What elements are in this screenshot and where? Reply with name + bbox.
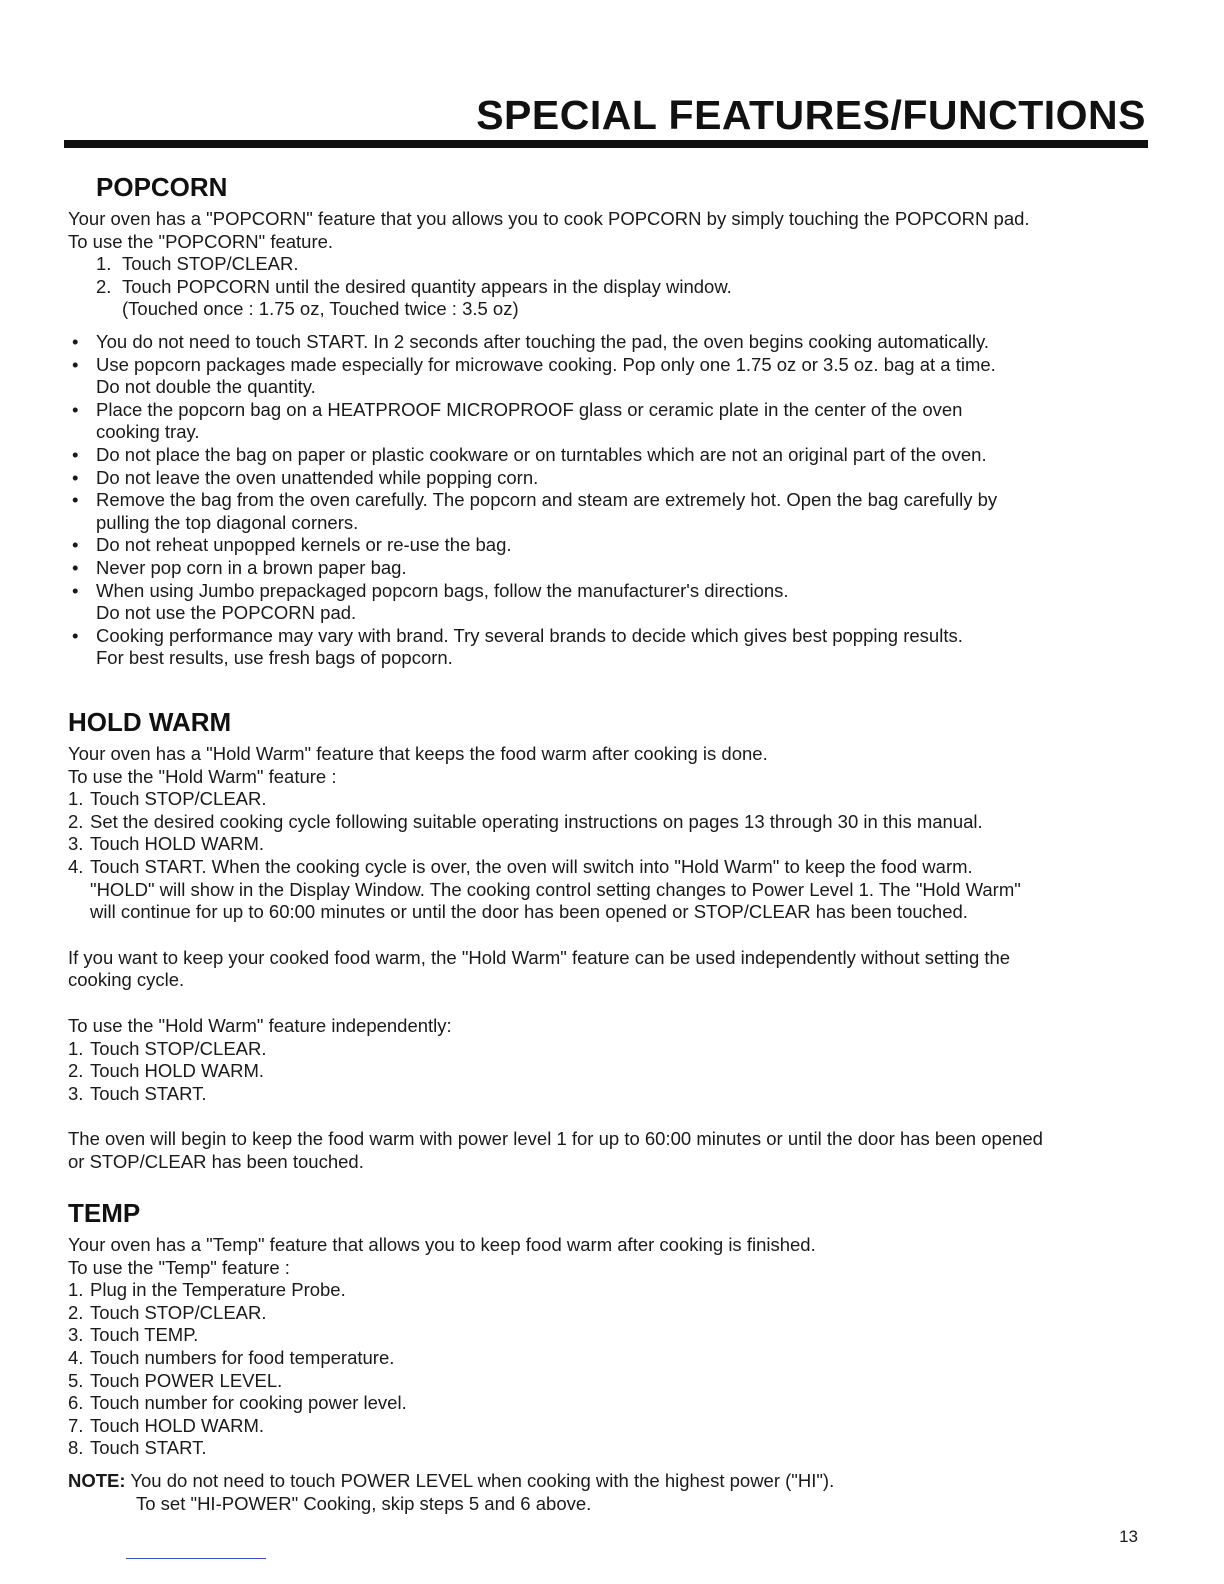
hold-warm-independent-para: If you want to keep your cooked food warm, the "Hold Warm" feature can be used independently without setting the [68, 946, 1011, 968]
temp-step: 6. Touch number for cooking power level. [68, 1392, 407, 1414]
popcorn-step: 2. Touch POPCORN until the desired quantity appears in the display window. [96, 275, 732, 297]
popcorn-step: 1. Touch STOP/CLEAR. [96, 253, 299, 275]
bullet-item: • Do not reheat unpopped kernels or re-use the bag. [72, 534, 512, 556]
popcorn-step-note: (Touched once : 1.75 oz, Touched twice : 3.5 oz) [122, 298, 519, 320]
popcorn-heading: POPCORN [96, 172, 228, 202]
temp-use: To use the "Temp" feature : [68, 1256, 290, 1278]
bullet-item: • Cooking performance may vary with brand. Try several brands to decide which gives best popping results. For best results, use fresh bags of popcorn. [72, 624, 963, 669]
popcorn-intro: Your oven has a "POPCORN" feature that you allows you to cook POPCORN by simply touching the POPCORN pad. [68, 208, 1030, 229]
note-line: To set "HI-POWER" Cooking, skip steps 5 and 6 above. [136, 1492, 592, 1514]
temp-step: 5. Touch POWER LEVEL. [68, 1369, 283, 1391]
temp-step: 3. Touch TEMP. [68, 1324, 199, 1346]
bullet-item: • Place the popcorn bag on a HEATPROOF MICROPROOF glass or ceramic plate in the center of the oven cooking tray. [72, 398, 963, 443]
hold-warm-closing: or STOP/CLEAR has been touched. [68, 1150, 364, 1172]
note-line: NOTE: You do not need to touch POWER LEVEL when cooking with the highest power ("HI"). [68, 1469, 835, 1491]
temp-heading: TEMP [68, 1198, 141, 1228]
title-rule [64, 140, 1148, 148]
hold-warm-step4-cont: will continue for up to 60:00 minutes or until the door has been opened or STOP/CLEAR has been touched. [90, 901, 968, 923]
hold-warm-use: To use the "Hold Warm" feature : [68, 765, 337, 787]
footer-line [126, 1558, 266, 1559]
popcorn-section [68, 172, 1148, 670]
hold-warm-independent-step: 1. Touch STOP/CLEAR. [68, 1037, 267, 1059]
hold-warm-step: 1. Touch STOP/CLEAR. [68, 788, 267, 810]
hold-warm-step: 4. Touch START. When the cooking cycle is over, the oven will switch into "Hold Warm" to keep the food warm. [68, 855, 973, 877]
bullet-item: • When using Jumbo prepackaged popcorn bags, follow the manufacturer's directions. Do not use the POPCORN pad. [72, 579, 789, 624]
bullet-item: • Use popcorn packages made especially for microwave cooking. Pop only one 1.75 oz or 3.5 oz. bag at a time. Do not double the quantity. [72, 353, 996, 398]
temp-step: 8. Touch START. [68, 1437, 207, 1459]
temp-step: 7. Touch HOLD WARM. [68, 1414, 265, 1436]
popcorn-use: To use the "POPCORN" feature. [68, 230, 334, 252]
hold-warm-independent-step: 3. Touch START. [68, 1082, 207, 1104]
hold-warm-step: 2. Set the desired cooking cycle following suitable operating instructions on pages 13 through 30 in this manual. [68, 810, 983, 832]
page-title: SPECIAL FEATURES/FUNCTIONS [476, 92, 1146, 138]
hold-warm-step: 3. Touch HOLD WARM. [68, 833, 265, 855]
bullet-item: • Never pop corn in a brown paper bag. [72, 556, 407, 578]
bullet-item: • Do not leave the oven unattended while popping corn. [72, 466, 539, 488]
hold-warm-heading: HOLD WARM [68, 707, 232, 737]
bullet-item: • Remove the bag from the oven carefully. The popcorn and steam are extremely hot. Open the bag carefully by pulling the top diagonal corners. [72, 489, 998, 533]
bullet-item: • You do not need to touch START. In 2 seconds after touching the pad, the oven begins cooking automatically. [72, 330, 990, 352]
temp-step: 2. Touch STOP/CLEAR. [68, 1301, 267, 1323]
hold-warm-independent-para: cooking cycle. [68, 969, 185, 991]
temp-intro: Your oven has a "Temp" feature that allows you to keep food warm after cooking is finished. [68, 1234, 816, 1255]
hold-warm-independent-step: 2. Touch HOLD WARM. [68, 1060, 265, 1082]
hold-warm-section [68, 707, 1148, 1174]
hold-warm-closing: The oven will begin to keep the food warm with power level 1 for up to 60:00 minutes or until the door has been opened [68, 1128, 1043, 1150]
temp-section [68, 1198, 1148, 1515]
temp-step: 4. Touch numbers for food temperature. [68, 1346, 395, 1368]
temp-step: 1. Plug in the Temperature Probe. [68, 1279, 346, 1301]
page-number: 13 [1119, 1527, 1138, 1546]
bullet-item: • Do not place the bag on paper or plastic cookware or on turntables which are not an original part of the oven. [72, 443, 987, 465]
hold-warm-intro: Your oven has a "Hold Warm" feature that keeps the food warm after cooking is done. [68, 743, 768, 764]
popcorn-bullet-list [68, 331, 1148, 670]
hold-warm-independent-use: To use the "Hold Warm" feature independently: [68, 1014, 452, 1036]
note-label: NOTE: [68, 1469, 126, 1491]
hold-warm-step4-cont: "HOLD" will show in the Display Window. The cooking control setting changes to Power Level 1. The "Hold Warm" [90, 878, 1021, 900]
